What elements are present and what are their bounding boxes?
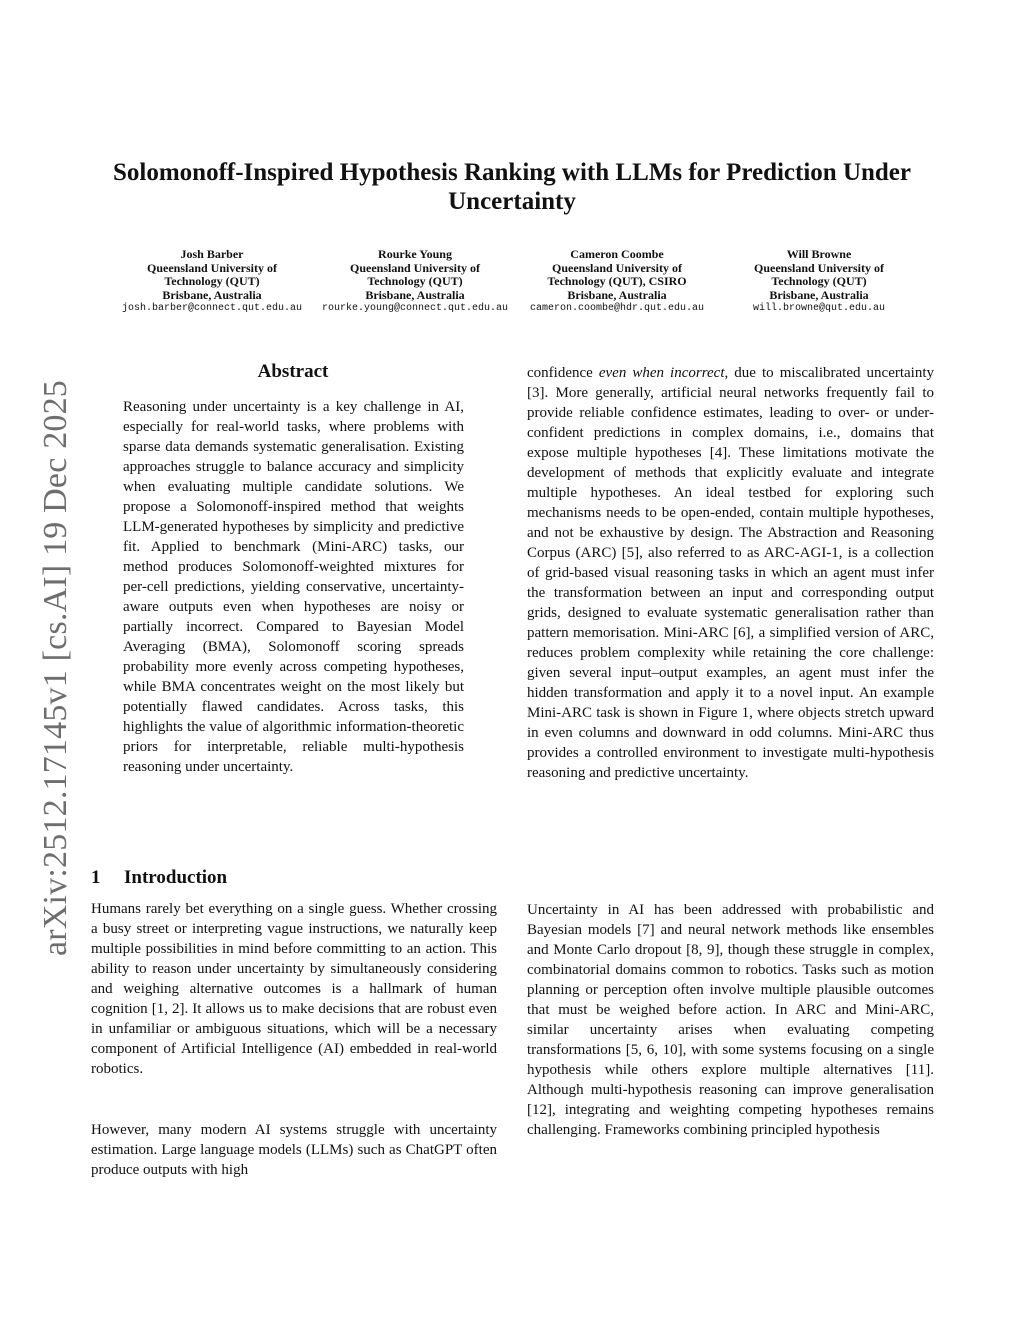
paper-title: Solomonoff-Inspired Hypothesis Ranking with LLMs for Prediction Under Uncertainty — [112, 159, 911, 215]
intro-paragraph: However, many modern AI systems struggle with uncertainty estimation. Large language models (LLMs) such as ChatGPT often produce outputs with high — [91, 1122, 497, 1178]
author-name: Josh Barber — [180, 247, 244, 261]
author-location: Brisbane, Australia — [365, 287, 465, 302]
author-email[interactable]: josh.barber@connect.qut.edu.au — [121, 303, 303, 314]
author-location: Brisbane, Australia — [162, 287, 262, 302]
arxiv-identifier: arXiv:2512.17145v1 [cs.AI] 19 Dec 2025 — [37, 379, 74, 957]
author-affiliation: Technology (QUT) — [164, 274, 260, 288]
section-title: Introduction — [124, 867, 228, 888]
text-run: confidence — [527, 365, 599, 381]
section-heading — [91, 866, 227, 890]
author-block — [112, 248, 312, 316]
author-affiliation: Technology (QUT) — [771, 274, 867, 288]
author-affiliation: Queensland University of — [753, 260, 884, 275]
body-paragraph — [527, 363, 934, 783]
author-affiliation: Queensland University of — [349, 260, 480, 275]
author-block — [315, 248, 515, 316]
intro-paragraph: Humans rarely bet everything on a single guess. Whether crossing a busy street or interpreting vague instructions, we naturally keep multiple possibilities in mind before committing to an action. This ability to reason under uncertainty by simultaneously considering and weighing alternative outcomes is a hallmark of human cognition [1, 2]. It allows us to make decisions that are robust even in unfamiliar or ambiguous situations, which will be a necessary component of Artificial Intelligence (AI) embedded in real-world robotics. — [91, 901, 497, 1077]
abstract-heading: Abstract — [257, 361, 329, 382]
author-name: Rourke Young — [378, 247, 452, 261]
emphasis-text: even when incorrect — [598, 365, 725, 381]
author-location: Brisbane, Australia — [567, 287, 667, 302]
body-paragraph: Uncertainty in AI has been addressed with probabilistic and Bayesian models [7] and neural network methods like ensembles and Monte Carlo dropout [8, 9], though these struggle in complex, combinatorial domains common to robotics. Tasks such as motion planning or perception often involve multiple plausible outcomes that must be weighed before action. In ARC and Mini-ARC, similar uncertainty arises when evaluating competing transformations [5, 6, 10], with some systems focusing on a single hypothesis while others explore multiple alternatives [11]. Although multi-hypothesis reasoning can improve generalisation [12], integrating and weighting competing hypotheses remains challenging. Frameworks combining principled hypothesis — [527, 902, 934, 1138]
author-affiliation: Technology (QUT), CSIRO — [547, 274, 687, 288]
author-name: Will Browne — [786, 247, 852, 261]
author-location: Brisbane, Australia — [769, 287, 869, 302]
author-name: Cameron Coombe — [570, 247, 664, 261]
abstract-text: Reasoning under uncertainty is a key challenge in AI, especially for real-world tasks, where problems with sparse data demands systematic generalisation. Existing approaches struggle to balance accuracy and simplicity when evaluating multiple candidate solutions. We propose a Solomonoff-inspired method that weights LLM-generated hypotheses by simplicity and predictive fit. Applied to benchmark (Mini-ARC) tasks, our method produces Solomonoff-weighted mixtures for per-cell predictions, yielding conservative, uncertainty-aware outputs even when hypotheses are noisy or partially incorrect. Compared to Bayesian Model Averaging (BMA), Solomonoff scoring spreads probability more evenly across competing hypotheses, while BMA concentrates weight on the most likely but potentially flawed candidates. Across tasks, this highlights the value of algorithmic information-theoretic priors for interpretable, reliable multi-hypothesis reasoning under uncertainty. — [123, 399, 464, 775]
author-email[interactable]: rourke.young@connect.qut.edu.au — [321, 303, 509, 314]
author-affiliation: Queensland University of — [551, 260, 682, 275]
author-email[interactable]: cameron.coombe@hdr.qut.edu.au — [529, 303, 705, 314]
section-number: 1 — [91, 867, 101, 888]
author-block — [517, 248, 717, 316]
author-email[interactable]: will.browne@qut.edu.au — [752, 303, 886, 314]
author-affiliation: Queensland University of — [146, 260, 277, 275]
text-run: , due to miscalibrated uncertainty [3]. More generally, artificial neural networks frequently fail to provide reliable confidence estimates, leading to over- or under-confident predictions in complex domains, i.e., domains that expose multiple hypotheses [4]. These limitations motivate the development of methods that explicitly evaluate and integrate multiple hypotheses. An ideal testbed for exploring such mechanisms needs to be open-ended, contain multiple hypotheses, and not be exhaustive by design. The Abstraction and Reasoning Corpus (ARC) [5], also referred to as ARC-AGI-1, is a collection of grid-based visual reasoning tasks in which an agent must infer the transformation between an input and corresponding output grids, designed to evaluate systematic generalisation rather than pattern memorisation. Mini-ARC [6], a simplified version of ARC, reduces problem complexity while retaining the core challenge: given several input–output examples, an agent must infer the hidden transformation and apply it to a novel input. An example Mini-ARC task is shown in Figure 1, where objects stretch upward in even columns and downward in odd columns. Mini-ARC thus provides a controlled environment to investigate multi-hypothesis reasoning and predictive uncertainty. — [527, 365, 935, 781]
author-block — [719, 248, 919, 316]
author-affiliation: Technology (QUT) — [367, 274, 463, 288]
